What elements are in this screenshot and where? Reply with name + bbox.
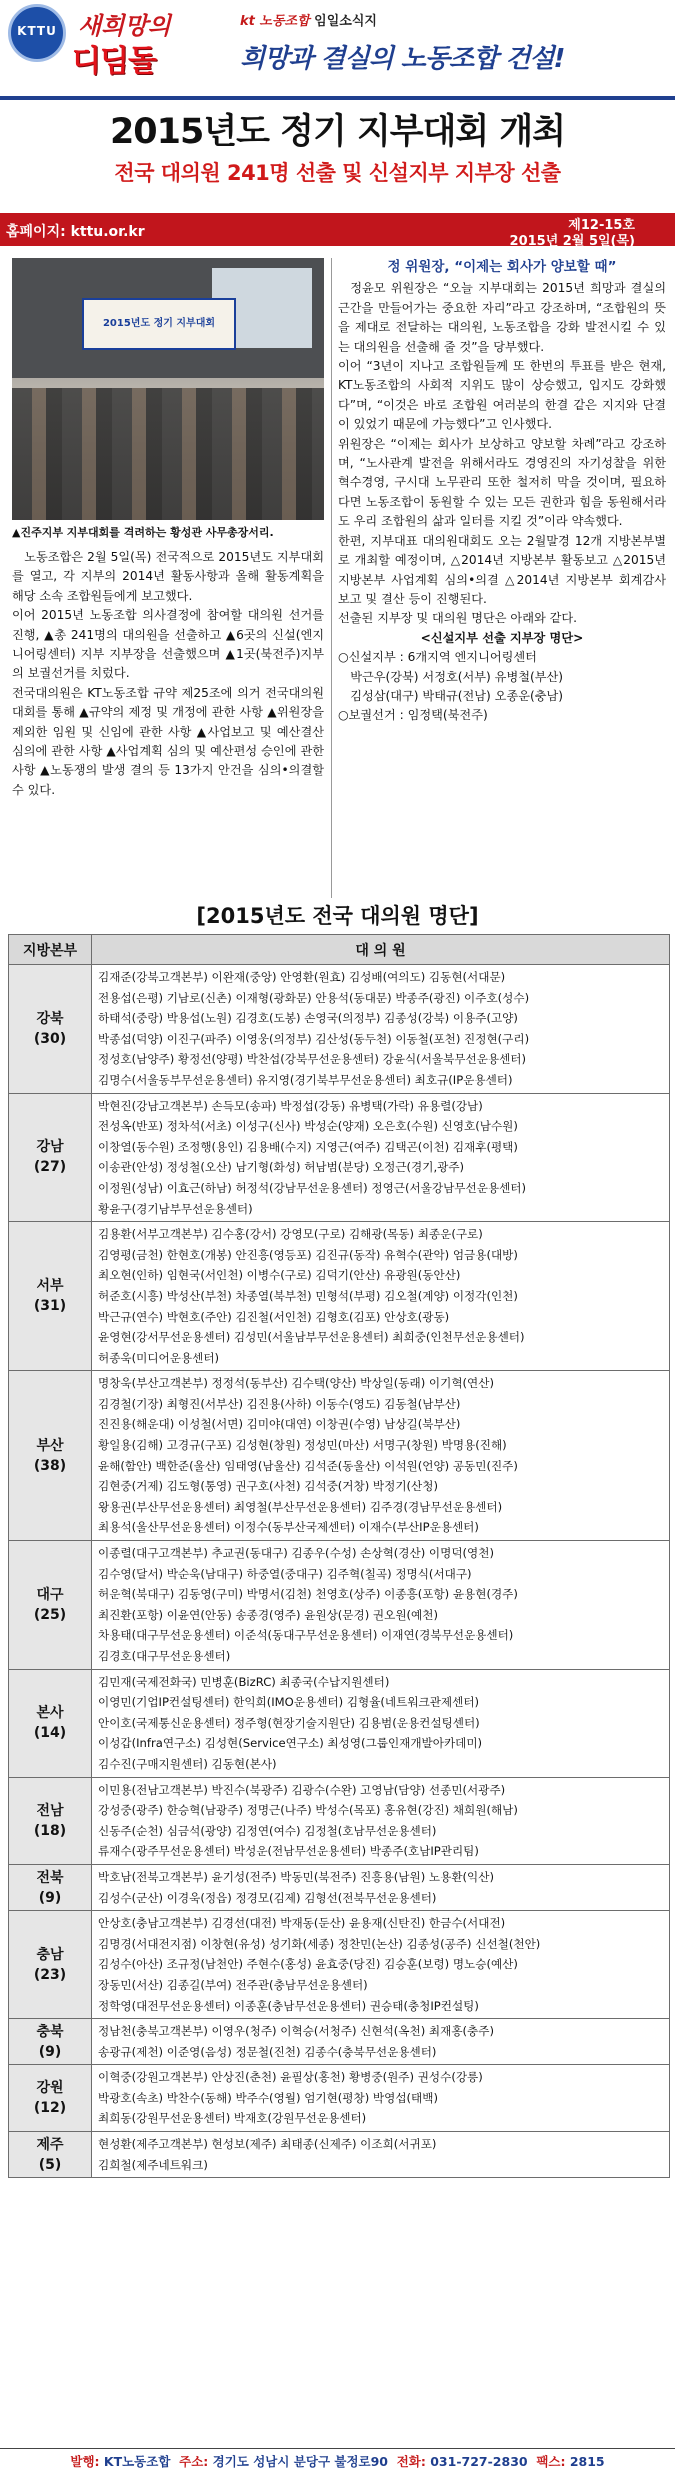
- article-paragraph: 전국대의원은 KT노동조합 규약 제25조에 의거 전국대의원대회를 통해 ▲규약의 제정 및 개정에 관한 사항 ▲위원장을 제외한 임원 및 신임에 관한 사항 ▲사업보고 및 예산결산 심의에 관한 사항 ▲사업계획 심의 및 예산편성 승인에 관한 사항 ▲노동쟁의 발생 결의 등 13가지 안건을 심의•의결할 수 있다.: [12, 685, 324, 797]
- footer-address-label: 주소:: [179, 2454, 209, 2469]
- footer-divider: [0, 2448, 675, 2449]
- brand-line-1: 새희망의: [78, 11, 171, 40]
- delegate-line: 최진환(포항) 이윤연(안동) 송종경(영주) 윤원상(문경) 권오원(예천): [98, 1607, 438, 1622]
- region-cell: [9, 965, 92, 1094]
- logo-text: KTTU: [17, 24, 57, 38]
- delegate-roster-table: [8, 934, 670, 2178]
- photo-banner-text: 2015년도 정기 지부대회: [102, 318, 216, 329]
- delegate-line: 정학영(대전무선운용센터) 이종훈(충남무선운용센터) 권승태(충청IP컨설팅): [98, 1998, 479, 2013]
- delegate-line: 김용환(서부고객본부) 김수홍(강서) 강영모(구로) 김해광(목동) 최종운(구로): [98, 1227, 483, 1242]
- photo-banner: [82, 298, 236, 350]
- roster-row: [9, 1669, 670, 1777]
- region-cell: [9, 1777, 92, 1864]
- delegate-line: 김현중(거제) 김도형(통영) 권구호(사천) 김석중(거창) 박정기(산청): [98, 1479, 438, 1494]
- region-count: (9): [38, 1889, 62, 1906]
- region-header: 지방본부: [9, 935, 92, 965]
- region-cell: [9, 1911, 92, 2019]
- region-name: 강북: [36, 1010, 64, 1027]
- new-branch-line: ○보궐선거 : 임정택(북전주): [338, 708, 488, 723]
- roster-row: [9, 1777, 670, 1864]
- region-name: 전남: [36, 1802, 64, 1819]
- region-count: (25): [33, 1606, 67, 1623]
- delegate-line: 허종욱(미디어운용센터): [98, 1350, 220, 1365]
- region-cell: [9, 1371, 92, 1541]
- delegate-names-cell: [92, 1093, 670, 1222]
- region-count: (5): [38, 2156, 62, 2173]
- delegate-line: 전용섭(은평) 기남로(신촌) 이재형(광화문) 안용석(동대문) 박종주(광진) 이주호(성수): [98, 990, 530, 1005]
- brand-line-2: 디딤돌: [72, 44, 156, 79]
- roster-row: [9, 1222, 670, 1371]
- article-paragraph: 노동조합은 2월 5일(목) 전국적으로 2015년도 지부대회를 열고, 각 지부의 2014년 활동사항과 올해 활동계획을 해당 소속 조합원들에게 보고했다.: [12, 550, 324, 603]
- region-name: 강원: [36, 2080, 64, 2097]
- region-name: 전북: [36, 1869, 64, 1886]
- newsletter-brand: [72, 6, 222, 79]
- publisher-name: kt 노동조합: [240, 14, 310, 29]
- region-count: (9): [38, 2043, 62, 2060]
- delegate-line: 김수영(달서) 박순욱(남대구) 하중열(중대구) 김주혁(칠곡) 정명식(서대구): [98, 1566, 472, 1581]
- delegate-names-cell: [92, 2065, 670, 2132]
- delegate-line: 김재준(강북고객본부) 이완재(중앙) 안영환(원효) 김성배(여의도) 김동현(서대문): [98, 970, 506, 984]
- delegate-line: 김명수(서울동부무선운용센터) 유지영(경기북부무선운용센터) 최호규(IP운용센터): [98, 1072, 513, 1087]
- delegate-line: 류재수(광주무선운용센터) 박성운(전남무선운용센터) 박종주(호남IP관리팀): [98, 1844, 479, 1859]
- article-subtitle: 정 위원장, “이제는 회사가 양보할 때”: [387, 259, 617, 275]
- event-photo: [12, 258, 324, 520]
- region-name: 본사: [36, 1705, 64, 1722]
- delegate-line: 이정원(성남) 이효근(하남) 허정석(강남무선운용센터) 정영근(서울강남무선운용센터): [98, 1180, 527, 1195]
- roster-row: [9, 1093, 670, 1222]
- delegate-line: 명창욱(부산고객본부) 정정석(동부산) 김수택(양산) 박상일(동래) 이기혁(연산): [98, 1376, 494, 1391]
- delegate-line: 윤영현(강서무선운용센터) 김성민(서울남부무선운용센터) 최희중(인천무선운용센터): [98, 1330, 525, 1345]
- footer-fax-label: 팩스:: [536, 2454, 566, 2469]
- slogan: 희망과 결실의 노동조합 건설!: [240, 44, 565, 74]
- masthead: [0, 0, 675, 95]
- delegate-line: 신동주(순천) 심금석(광양) 김정연(여수) 김정철(호남무선운용센터): [98, 1823, 437, 1838]
- delegate-names-cell: [92, 2019, 670, 2065]
- delegate-line: 강성중(광주) 한승혁(남광주) 정명근(나주) 박성수(목포) 홍유현(강진) 채희원(해남): [98, 1803, 518, 1818]
- delegate-line: 차용태(대구무선운용센터) 이준석(동대구무선운용센터) 이재연(경북무선운용센터): [98, 1628, 514, 1643]
- footer-phone: 031-727-2830: [430, 2454, 528, 2469]
- article-left-column: [12, 548, 324, 800]
- region-name: 제주: [36, 2136, 64, 2153]
- region-name: 충북: [36, 2023, 64, 2040]
- delegate-line: 김성수(아산) 조규정(남천안) 주현수(홍성) 윤효중(당진) 김승훈(보령) 명노승(예산): [98, 1957, 518, 1972]
- footer: [0, 2452, 675, 2470]
- delegate-line: 정성호(남양주) 황정선(양평) 박찬섭(강북무선운용센터) 강윤식(서울북무선운용센터): [98, 1052, 527, 1067]
- new-branch-leaders-title: <신설지부 선출 지부장 명단>: [420, 630, 584, 645]
- roster-row: [9, 1541, 670, 1670]
- delegate-line: 허준호(시흥) 박성산(부천) 차종열(북부천) 민형석(부평) 김오철(계양) 이정각(인천): [98, 1288, 518, 1303]
- delegate-line: 김수진(구매지원센터) 김동현(본사): [98, 1756, 277, 1771]
- roster-row: [9, 1864, 670, 1910]
- article-paragraph: 한편, 지부대표 대의원대회도 오는 2월말경 12개 지방본부별로 개최할 예정이며, △2014년 지방본부 활동보고 △2015년 지방본부 사업계획 심의•의결 △2014년 지방본부 회계감사 보고 및 결산 등이 진행된다.: [338, 533, 666, 606]
- region-name: 충남: [36, 1946, 64, 1963]
- publisher-line: [240, 10, 377, 29]
- delegate-line: 허운혁(북대구) 김동영(구미) 박명서(김천) 천영호(상주) 이종흥(포항) 윤용현(경주): [98, 1587, 518, 1602]
- headline: 2015년도 정기 지부대회 개최: [109, 112, 566, 152]
- region-count: (30): [33, 1030, 67, 1047]
- delegate-line: 김성수(군산) 이경욱(정읍) 정경모(김제) 김형선(전북무선운용센터): [98, 1890, 437, 1905]
- roster-row: [9, 965, 670, 1094]
- region-cell: [9, 1669, 92, 1777]
- column-divider: [331, 258, 332, 898]
- footer-publisher-label: 발행:: [70, 2454, 100, 2469]
- new-branch-line: 박근우(강북) 서정호(서부) 유병철(부산): [350, 669, 564, 684]
- region-cell: [9, 1222, 92, 1371]
- photo-caption: ▲진주지부 지부대회를 격려하는 황성관 사무총장서리.: [12, 526, 274, 539]
- roster-row: [9, 1911, 670, 2019]
- region-cell: [9, 2132, 92, 2178]
- delegate-line: 김민재(국제전화국) 민병훈(BizRC) 최종국(수납지원센터): [98, 1674, 390, 1689]
- delegate-names-cell: [92, 1911, 670, 2019]
- delegate-line: 현성환(제주고객본부) 현성보(제주) 최태종(신제주) 이조희(서귀포): [98, 2137, 437, 2152]
- members-header: 대 의 원: [92, 935, 670, 965]
- delegate-names-cell: [92, 1371, 670, 1541]
- region-cell: [9, 1864, 92, 1910]
- article-paragraph: 선출된 지부장 및 대의원 명단은 아래와 같다.: [338, 611, 578, 626]
- delegate-line: 김명경(서대전지점) 이창현(유성) 성기화(세종) 정찬민(논산) 김종성(공주) 신선철(천안): [98, 1936, 541, 1951]
- delegate-names-cell: [92, 2132, 670, 2178]
- delegate-line: 진진용(해운대) 이성철(서면) 김미야(대연) 이창권(수영) 남상길(북부산): [98, 1417, 461, 1432]
- roster-row: [9, 2132, 670, 2178]
- delegate-line: 박근규(연수) 박현호(주안) 김진철(서인천) 김형호(김포) 안상호(광동): [98, 1309, 450, 1324]
- roster-row: [9, 2019, 670, 2065]
- region-count: (18): [33, 1822, 67, 1839]
- delegate-names-cell: [92, 1541, 670, 1670]
- roster-body: [9, 965, 670, 2178]
- delegate-names-cell: [92, 1777, 670, 1864]
- delegate-line: 송광규(제천) 이준영(음성) 정문철(진천) 김종수(충북무선운용센터): [98, 2044, 437, 2059]
- delegate-line: 이혁중(강원고객본부) 안상진(춘천) 윤필상(홍천) 황병중(원주) 권성수(강릉): [98, 2070, 483, 2085]
- delegate-names-cell: [92, 965, 670, 1094]
- delegate-line: 김경철(기장) 최형진(서부산) 김진용(사하) 이동수(영도) 김동철(남부산): [98, 1396, 461, 1411]
- roster-row: [9, 1371, 670, 1541]
- delegate-line: 이영민(기업IP컨설팅센터) 한익희(IMO운용센터) 김형율(네트워크관제센터): [98, 1695, 480, 1710]
- region-cell: [9, 2019, 92, 2065]
- region-cell: [9, 1541, 92, 1670]
- footer-address: 경기도 성남시 분당구 불정로90: [212, 2454, 388, 2469]
- masthead-divider: [0, 96, 675, 100]
- photo-audience: [12, 388, 324, 520]
- new-branch-line: 김성삼(대구) 박태규(전남) 오종운(충남): [350, 688, 564, 703]
- subheadline: 전국 대의원 241명 선출 및 신설지부 지부장 선출: [114, 161, 561, 185]
- article-paragraph: 이어 2015년 노동조합 의사결정에 참여할 대의원 선거를 진행, ▲총 241명의 대의원을 선출하고 ▲6곳의 신설(엔지니어링센터) 지부 지부장을 선출했으며 ▲1곳(북전주)지부의 보궐선거를 치렀다.: [12, 608, 324, 681]
- region-name: 부산: [36, 1437, 64, 1454]
- delegate-line: 이민용(전남고객본부) 박진수(북광주) 김광수(수완) 고영남(담양) 선종민(서광주): [98, 1782, 506, 1797]
- new-branch-line: ○신설지부 : 6개지역 엔지니어링센터: [338, 650, 537, 665]
- delegate-line: 하태석(중랑) 박용섭(노원) 김경호(도봉) 손영국(의정부) 김종성(강북) 이용주(고양): [98, 1011, 518, 1026]
- delegate-line: 전성옥(반포) 정차석(서초) 이성구(신사) 박성순(양재) 오은호(수원) 신영호(남수원): [98, 1119, 518, 1134]
- issue-number: 제12-15호: [568, 218, 635, 233]
- roster-row: [9, 2065, 670, 2132]
- region-cell: [9, 1093, 92, 1222]
- delegate-line: 윤해(함안) 백한준(울산) 임태영(남울산) 김석준(동울산) 이석원(언양) 공동민(진주): [98, 1458, 518, 1473]
- issue-date: 2015년 2월 5일(목): [509, 234, 635, 249]
- region-count: (14): [33, 1725, 67, 1742]
- article-right-column: [338, 258, 666, 726]
- delegate-line: 김경호(대구무선운용센터): [98, 1649, 231, 1663]
- delegate-line: 이종렬(대구고객본부) 추교권(동대구) 김종우(수성) 손상혁(경산) 이명덕(영천): [98, 1546, 494, 1561]
- delegate-line: 박종섭(덕양) 이진구(파주) 이영웅(의정부) 김산성(동두천) 이동철(포천) 진정현(구리): [98, 1031, 530, 1046]
- roster-title: [2015년도 전국 대의원 명단]: [196, 904, 479, 928]
- delegate-names-cell: [92, 1222, 670, 1371]
- delegate-names-cell: [92, 1669, 670, 1777]
- region-count: (12): [33, 2100, 67, 2117]
- delegate-line: 안상호(충남고객본부) 김경선(대전) 박재동(둔산) 윤용재(신탄진) 한금수(서대전): [98, 1916, 506, 1931]
- region-count: (27): [33, 1159, 67, 1176]
- delegate-line: 이성갑(Infra연구소) 김성현(Service연구소) 최성영(그룹인재개발아카데미): [98, 1736, 483, 1751]
- delegate-names-cell: [92, 1864, 670, 1910]
- footer-publisher: KT노동조합: [103, 2454, 171, 2469]
- delegate-line: 김영평(금천) 한현호(개봉) 안진흥(영등포) 김진규(동작) 유혁수(관악) 엄금용(대방): [98, 1247, 518, 1262]
- delegate-line: 박현진(강남고객본부) 손득모(송파) 박정섭(강동) 유병택(가락) 유용렬(강남): [98, 1098, 483, 1113]
- delegate-line: 정남천(충북고객본부) 이영우(청주) 이혁승(서청주) 신현석(옥천) 최재홍(충주): [98, 2024, 494, 2039]
- article-paragraph: 이어 “3년이 지나고 조합원들께 또 한번의 투표를 받은 현재, KT노동조합의 사회적 지위도 많이 상승했고, 입지도 강화했다”며, “이것은 바로 조합원 여러분의 한결 같은 지지와 단결이 있었기 때문에 가능했다”고 인사했다.: [338, 359, 666, 432]
- region-cell: [9, 2065, 92, 2132]
- region-name: 서부: [36, 1278, 64, 1295]
- delegate-line: 이송관(안성) 정성철(오산) 남기형(화성) 허남범(분당) 오정근(경기,광주): [98, 1160, 465, 1175]
- footer-phone-label: 전화:: [396, 2454, 426, 2469]
- delegate-line: 김희철(제주네트워크): [98, 2157, 208, 2172]
- roster-header-row: [9, 935, 670, 965]
- publication-type: 임일소식지: [314, 14, 377, 29]
- delegate-line: 왕용권(부산무선운용센터) 최영철(부산무선운용센터) 김주경(경남무선운용센터): [98, 1499, 503, 1514]
- footer-fax: 2815: [569, 2454, 605, 2469]
- article-paragraph: 정윤모 위원장은 “오늘 지부대회는 2015년 희망과 결실의 근간을 만들어가는 중요한 자리”라고 강조하며, “조합원의 뜻을 제대로 전달하는 대의원, 노동조합을 강화 발전시킬 수 있는 대의원을 선출해 줄 것”을 당부했다.: [338, 281, 666, 354]
- delegate-line: 장동민(서산) 김종길(부여) 전주관(충남무선운용센터): [98, 1977, 368, 1992]
- delegate-line: 최용석(울산무선운용센터) 이정수(동부산국제센터) 이재수(부산IP운용센터): [98, 1520, 479, 1535]
- delegate-line: 안이호(국제통신운용센터) 정주형(현장기술지원단) 김용범(운용컨설팅센터): [98, 1715, 480, 1730]
- delegate-line: 최오현(인하) 임현국(서인천) 이병수(구로) 김덕기(안산) 유광원(동안산): [98, 1268, 461, 1283]
- region-name: 대구: [36, 1586, 64, 1603]
- region-count: (31): [33, 1298, 67, 1315]
- region-name: 강남: [36, 1139, 64, 1156]
- region-count: (38): [33, 1457, 67, 1474]
- kttu-logo: [8, 4, 66, 62]
- delegate-line: 황일용(김해) 고경규(구포) 김성현(창원) 정성민(마산) 서명구(창원) 박명용(진해): [98, 1438, 507, 1453]
- article-paragraph: 위원장은 “이제는 회사가 보상하고 양보할 차례”라고 강조하며, “노사관계 발전을 위해서라도 경영진의 자기성찰을 위한 혁수경영, 구시대 노무관리 또한 철저히 막을 것이며, 필요하다면 노동조합이 동원할 수 있는 모든 권한과 힘을 동원해서라도 우리 조합원의 삶과 일터를 지킬 것”이라 약속했다.: [338, 436, 666, 529]
- delegate-line: 박광호(속초) 박찬수(동해) 박주수(영월) 엄기현(평창) 박영섭(태백): [98, 2090, 438, 2105]
- delegate-line: 이창열(동수원) 조정행(용인) 김용배(수지) 지영근(여주) 김택곤(이천) 김재후(평택): [98, 1139, 518, 1154]
- delegate-line: 최희동(강원무선운용센터) 박재호(강원무선운용센터): [98, 2111, 367, 2126]
- region-count: (23): [33, 1966, 67, 1983]
- delegate-line: 황윤구(경기남부무선운용센터): [98, 1201, 253, 1216]
- delegate-line: 박호남(전북고객본부) 윤기성(전주) 박동민(북전주) 진흥용(남원) 노용환(익산): [98, 1869, 494, 1884]
- homepage-link[interactable]: 홈페이지: kttu.or.kr: [6, 224, 145, 240]
